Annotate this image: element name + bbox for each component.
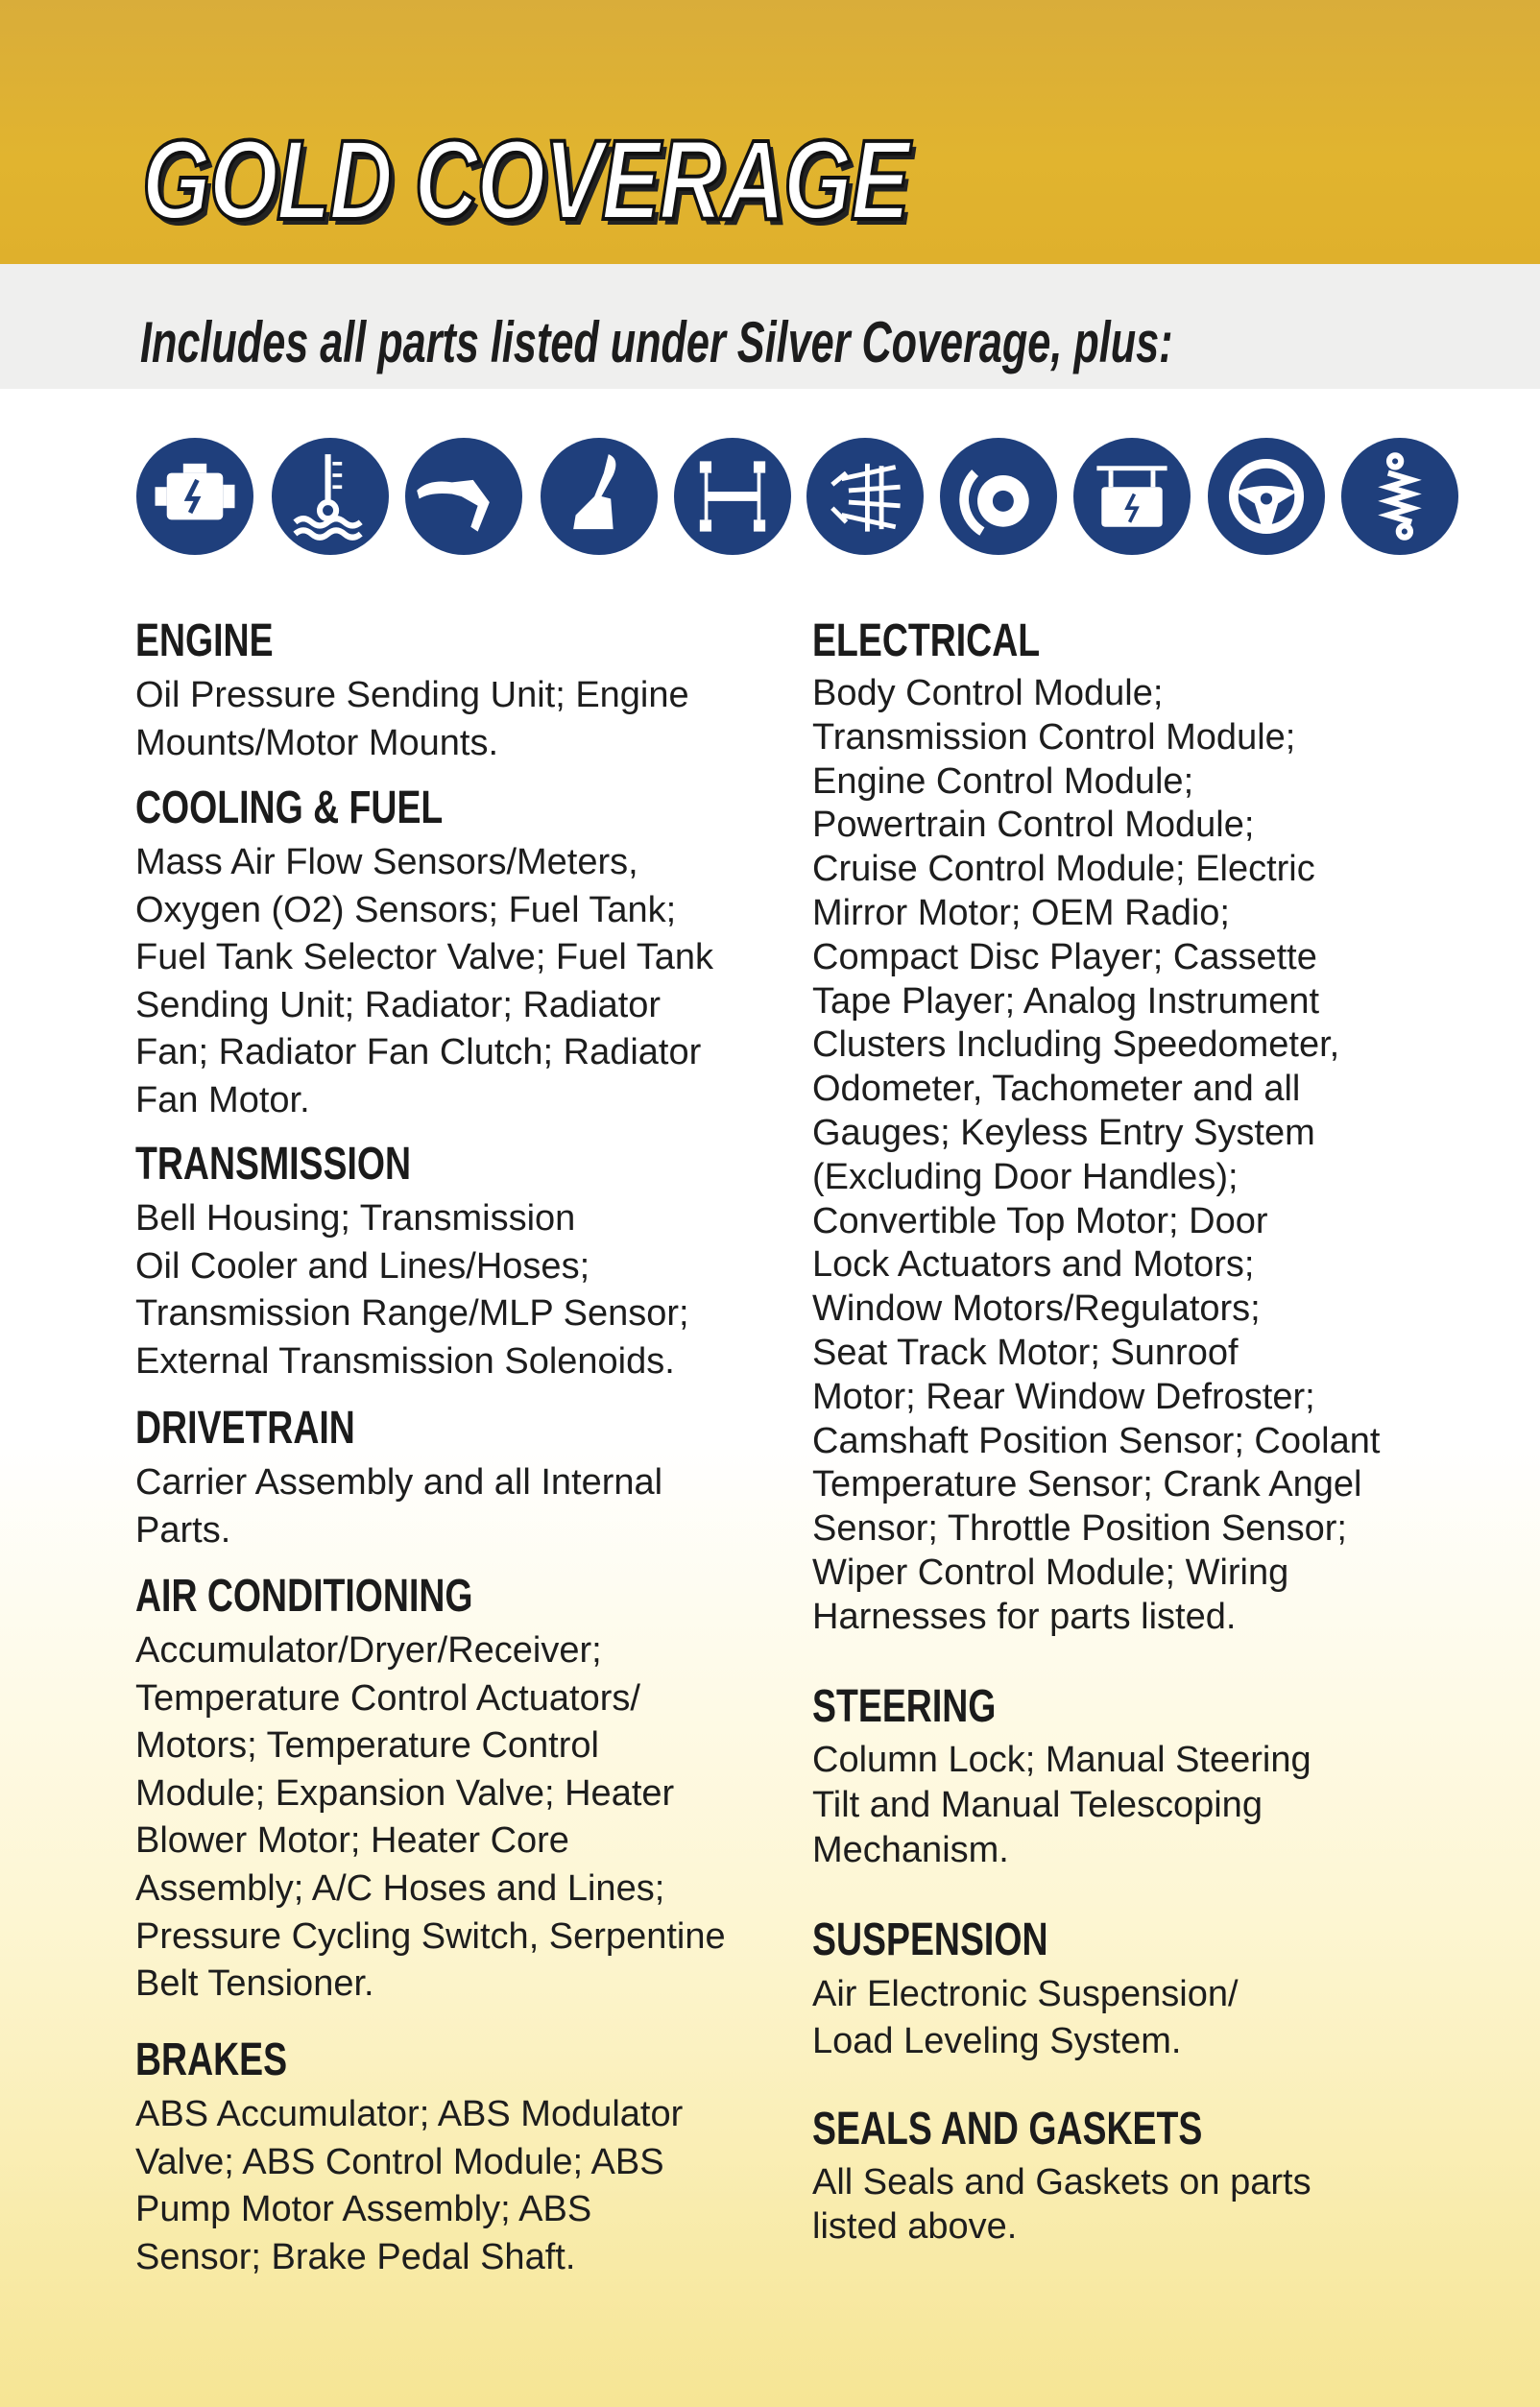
gear-shifter-icon xyxy=(541,438,658,555)
section-brakes xyxy=(135,2034,769,2281)
section-heading: ELECTRICAL xyxy=(812,615,1041,666)
air-conditioning-icon xyxy=(806,438,924,555)
section-text: ABS Accumulator; ABS Modulator Valve; ABS Control Module; ABS Pump Motor Assembly; ABS Sensor; Brake Pedal Shaft. xyxy=(135,2094,684,2277)
section-text: Column Lock; Manual Steering Tilt and Manual Telescoping Mechanism. xyxy=(812,1740,1311,1870)
fuel-nozzle-icon xyxy=(405,438,522,555)
section-text: Oil Pressure Sending Unit; Engine Mounts/Motor Mounts. xyxy=(135,675,689,763)
section-heading: AIR CONDITIONING xyxy=(135,1571,473,1622)
section-air-conditioning xyxy=(135,1570,769,2009)
section-cooling-fuel xyxy=(135,782,769,1125)
coverage-icons-row xyxy=(0,438,1540,557)
section-text: Carrier Assembly and all Internal Parts. xyxy=(135,1462,663,1551)
shock-absorber-icon xyxy=(1341,438,1458,555)
section-heading: SUSPENSION xyxy=(812,1914,1048,1965)
section-steering xyxy=(812,1680,1504,1873)
section-heading: BRAKES xyxy=(135,2034,288,2085)
section-heading: SEALS AND GASKETS xyxy=(812,2104,1203,2154)
thermometer-coolant-icon xyxy=(272,438,389,555)
section-heading: COOLING & FUEL xyxy=(135,782,444,833)
section-suspension xyxy=(812,1914,1504,2065)
section-heading: TRANSMISSION xyxy=(135,1139,412,1190)
section-text: Mass Air Flow Sensors/Meters, Oxygen (O2) Sensors; Fuel Tank; Fuel Tank Selector Valve; Fuel Tank Sending Unit; Radiator; Radiator Fan; Radiator Fan Clutch; Radiator Fan Motor. xyxy=(135,842,713,1120)
brake-disc-icon xyxy=(940,438,1057,555)
section-text: Bell Housing; Transmission Oil Cooler and Lines/Hoses; Transmission Range/MLP Sensor; External Transmission Solenoids. xyxy=(135,1198,689,1382)
page-subtitle: Includes all parts listed under Silver Coverage, plus: xyxy=(140,310,1173,374)
page-title: GOLD COVERAGE xyxy=(142,117,908,244)
section-electrical xyxy=(812,614,1504,1640)
engine-icon xyxy=(136,438,253,555)
section-heading: DRIVETRAIN xyxy=(135,1403,355,1454)
section-heading: STEERING xyxy=(812,1681,997,1732)
drivetrain-axle-icon xyxy=(674,438,791,555)
section-heading: ENGINE xyxy=(135,615,274,666)
section-text: Accumulator/Dryer/Receiver; Temperature Control Actuators/ Motors; Temperature Control Module; Expansion Valve; Heater Blower Motor; Heater Core Assembly; A/C Hoses and Lines; Pressure Cycling Switch, Serpentine Belt Tensioner. xyxy=(135,1630,726,2005)
battery-icon xyxy=(1073,438,1191,555)
section-seals-gaskets xyxy=(812,2103,1504,2249)
section-text: All Seals and Gaskets on parts listed above. xyxy=(812,2162,1311,2247)
steering-wheel-icon xyxy=(1208,438,1325,555)
section-engine xyxy=(135,614,769,767)
section-text: Body Control Module; Transmission Control Module; Engine Control Module; Powertrain Control Module; Cruise Control Module; Electric Mirror Motor; OEM Radio; Compact Disc Player; Cassette Tape Player; Analog Instrument Clusters Including Speedometer, Odometer, Tachometer and all Gauges; Keyless Entry System (Excluding Door Handles); Convertible Top Motor; Door Lock Actuators and Motors; Window Motors/Regulators; Seat Track Motor; Sunroof Motor; Rear Window Defroster; Camshaft Position Sensor; Coolant Temperature Sensor; Crank Angel Sensor; Throttle Position Sensor; Wiper Control Module; Wiring Harnesses for parts listed. xyxy=(812,673,1381,1637)
section-text: Air Electronic Suspension/ Load Leveling System. xyxy=(812,1974,1239,2061)
section-transmission xyxy=(135,1138,769,1385)
section-drivetrain xyxy=(135,1402,769,1554)
